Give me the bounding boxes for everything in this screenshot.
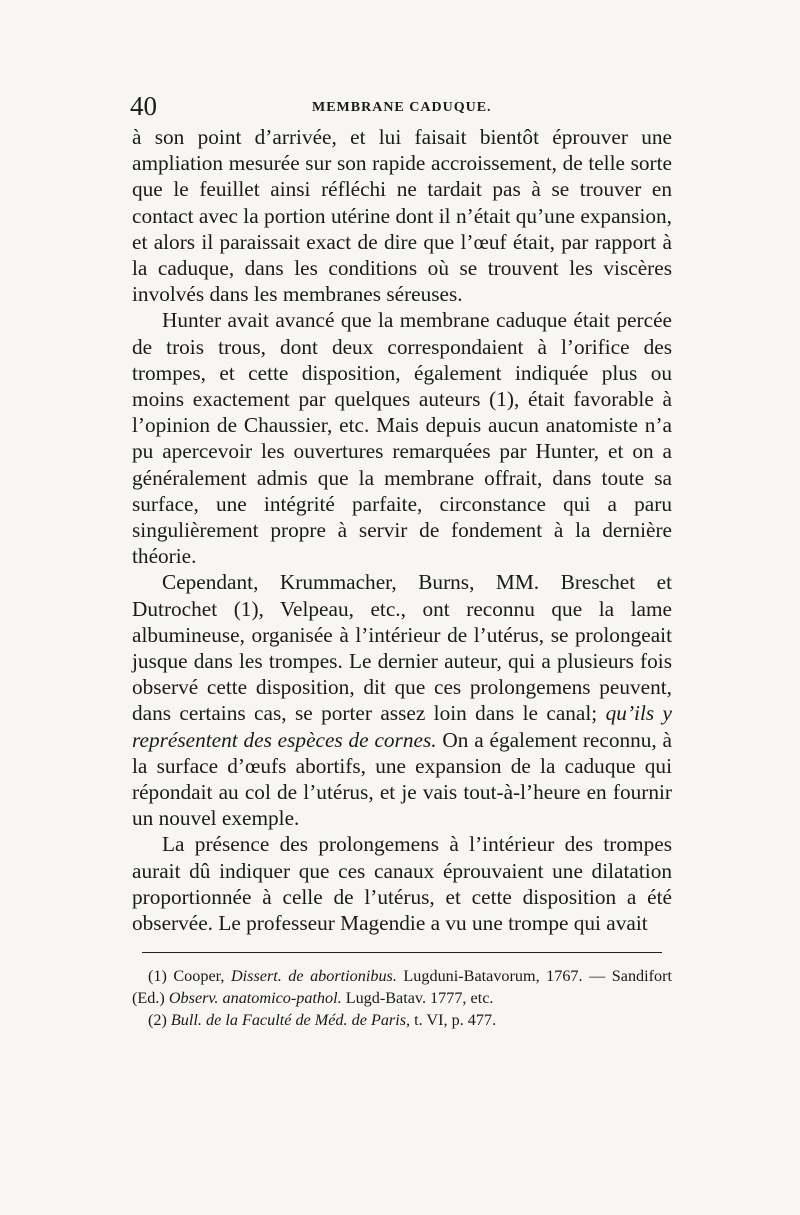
footnote-1-text-2: Lugd-Batav. 1777, etc. — [345, 989, 494, 1008]
paragraph-3-text-b: On a également reconnu, à la surface d’œufs abortifs, une expansion de la caduque qui répondait au col de l’utérus, et je vais tout-à-l’heure en fournir un nouvel exemple. — [132, 727, 673, 831]
footnote-divider — [142, 952, 662, 953]
footnote-2-text: t. VI, p. 477. — [414, 1011, 497, 1030]
footnote-1-text: Lugduni-Batavorum, 1767. — Sandifort (Ed.) — [132, 967, 673, 1008]
footnote-1-title-2: Observ. anatomico-pathol. — [168, 989, 342, 1008]
paragraph-3-text-a: Cependant, Krummacher, Burns, MM. Breschet et Dutrochet (1), Velpeau, etc., ont reconnu que la lame albumineuse, organisée à l’intérieur de l’utérus, se prolongeait jusque dans les trompes. Le dernier auteur, qui a plusieurs fois observé cette disposition, dit que ces prolongemens peuvent, dans certains cas, se porter assez loin dans le canal; — [132, 570, 672, 726]
paragraph-2: Hunter avait avancé que la membrane caduque était percée de trois trous, dont deux correspondaient à l’orifice des trompes, et cette disposition, également indiquée plus ou moins exactement par quelques auteurs (1), était favorable à l’opinion de Chaussier, etc. Mais depuis aucun anatomiste n’a pu apercevoir les ouvertures remarquées par Hunter, et on a généralement admis que la membrane offrait, dans toute sa surface, une intégrité parfaite, circonstance qui a paru singulièrement propre à servir de fondement à la dernière théorie. — [132, 308, 672, 569]
paragraph-4: La présence des prolongemens à l’intérieur des trompes aurait dû indiquer que ces canaux éprouvaient une dilatation proportionnée à celle de l’utérus, et cette disposition a été observée. Le professeur Magendie a vu une trompe qui avait — [132, 832, 672, 936]
footnote-1-title: Dissert. de abortionibus. — [230, 967, 397, 986]
footnote-2-marker: (2) — [148, 1011, 167, 1030]
footnote-2-title: Bull. de la Faculté de Méd. de Paris, — [170, 1011, 411, 1030]
paragraph-1: à son point d’arrivée, et lui faisait bientôt éprouver une ampliation mesurée sur son rapide accroissement, de telle sorte que le feuillet ainsi réfléchi ne tardait pas à se trouver en contact avec la portion utérine dont il n’était qu’une expansion, et alors il paraissait exact de dire que l’œuf était, par rapport à la caduque, dans les conditions où se trouvent les viscères involvés dans les membranes séreuses. — [132, 125, 672, 307]
paragraph-3-quote: qu’ils y représentent des espèces de cornes. — [132, 701, 672, 752]
footnote-2 — [132, 1009, 672, 1031]
body-text — [132, 124, 672, 936]
paragraph-3 — [132, 569, 672, 831]
running-title: MEMBRANE CADUQUE. — [312, 100, 492, 115]
book-page — [132, 92, 672, 1031]
footnote-1-author: (1) Cooper, — [148, 967, 225, 986]
page-header — [132, 92, 672, 122]
page-number: 40 — [130, 91, 157, 121]
footnotes — [132, 965, 672, 1031]
footnote-1 — [132, 965, 672, 1009]
